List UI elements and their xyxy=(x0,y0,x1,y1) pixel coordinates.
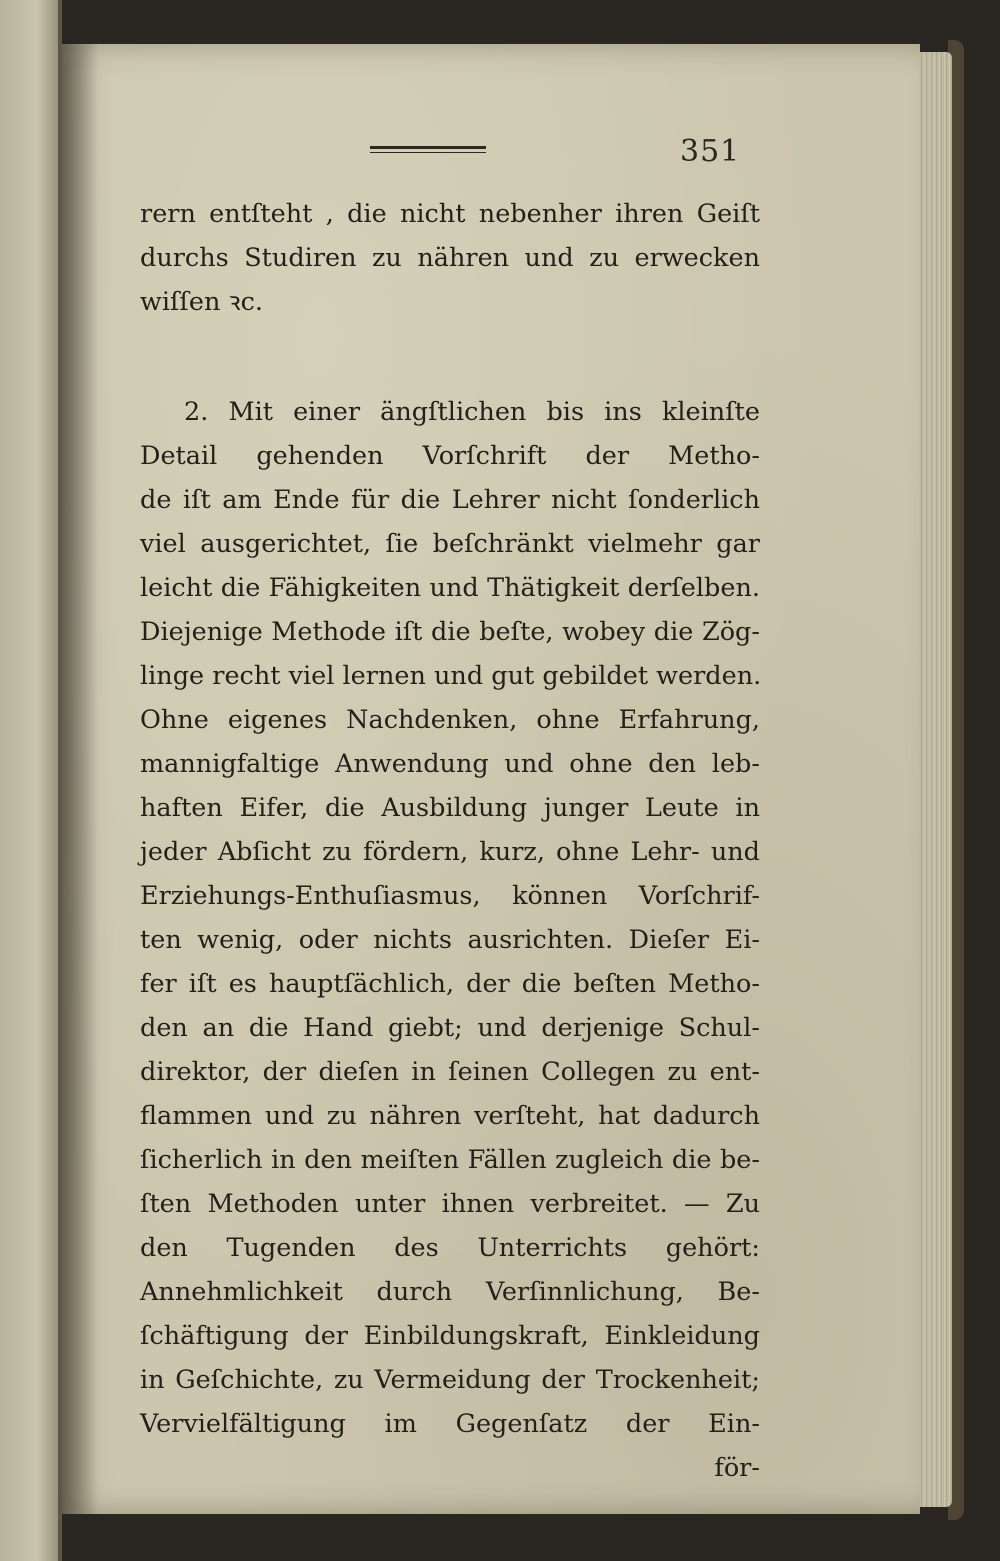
text-line: 2. Mit einer ängſtlichen bis ins kleinſte xyxy=(184,397,760,427)
body-text xyxy=(140,192,760,1490)
text-line: den Tugenden des Unterrichts gehört: xyxy=(140,1233,760,1263)
page-edges xyxy=(918,52,952,1507)
facing-page-edge xyxy=(0,0,62,1561)
text-line: Erziehungs-Enthuſiasmus, können Vorſchrif- xyxy=(140,881,760,911)
text-line: flammen und zu nähren verſteht, hat dadurch xyxy=(140,1101,760,1131)
text-line: wiſſen ꝛc. xyxy=(140,287,263,317)
text-line: ſten Methoden unter ihnen verbreitet. — Zu xyxy=(140,1189,760,1219)
text-line: ſicherlich in den meiſten Fällen zugleich die be- xyxy=(140,1145,760,1175)
text-line: mannigfaltige Anwendung und ohne den leb- xyxy=(140,749,760,779)
text-line: de iſt am Ende für die Lehrer nicht ſonderlich xyxy=(140,485,760,515)
text-line: leicht die Fähigkeiten und Thätigkeit derſelben. xyxy=(140,573,760,603)
text-line: direktor, der dieſen in ſeinen Collegen zu ent- xyxy=(140,1057,760,1087)
text-line: in Geſchichte, zu Vermeidung der Trockenheit; xyxy=(140,1365,760,1395)
text-line: rern entſteht , die nicht nebenher ihren Geiſt xyxy=(140,199,760,229)
header-rule-thin xyxy=(370,152,486,153)
text-line: Detail gehenden Vorſchrift der Metho- xyxy=(140,441,760,471)
catchword: för- xyxy=(714,1453,760,1483)
page-number: 351 xyxy=(680,134,741,169)
text-line: viel ausgerichtet, ſie beſchränkt vielmehr gar xyxy=(140,529,760,559)
text-line: linge recht viel lernen und gut gebildet werden. xyxy=(140,661,762,691)
text-line: durchs Studiren zu nähren und zu erwecken xyxy=(140,243,760,273)
text-line: fer iſt es hauptſächlich, der die beſten Metho- xyxy=(140,969,760,999)
text-line: Annehmlichkeit durch Verſinnlichung, Be- xyxy=(140,1277,760,1307)
paragraph-gap xyxy=(140,324,760,390)
text-line: den an die Hand giebt; und derjenige Schul- xyxy=(140,1013,760,1043)
header-rule xyxy=(370,146,486,149)
text-line: haften Eifer, die Ausbildung junger Leute in xyxy=(140,793,760,823)
text-line: Ohne eigenes Nachdenken, ohne Erfahrung, xyxy=(140,705,760,735)
gutter-shadow xyxy=(58,0,98,1561)
text-line: jeder Abſicht zu fördern, kurz, ohne Lehr- und xyxy=(140,837,760,867)
text-line: Diejenige Methode iſt die beſte, wobey die Zög- xyxy=(140,617,760,647)
text-line: Vervielfältigung im Gegenſatz der Ein- xyxy=(140,1409,760,1439)
text-line: ten wenig, oder nichts ausrichten. Dieſer Ei- xyxy=(140,925,760,955)
text-line: ſchäftigung der Einbildungskraft, Einkleidung xyxy=(140,1321,760,1351)
